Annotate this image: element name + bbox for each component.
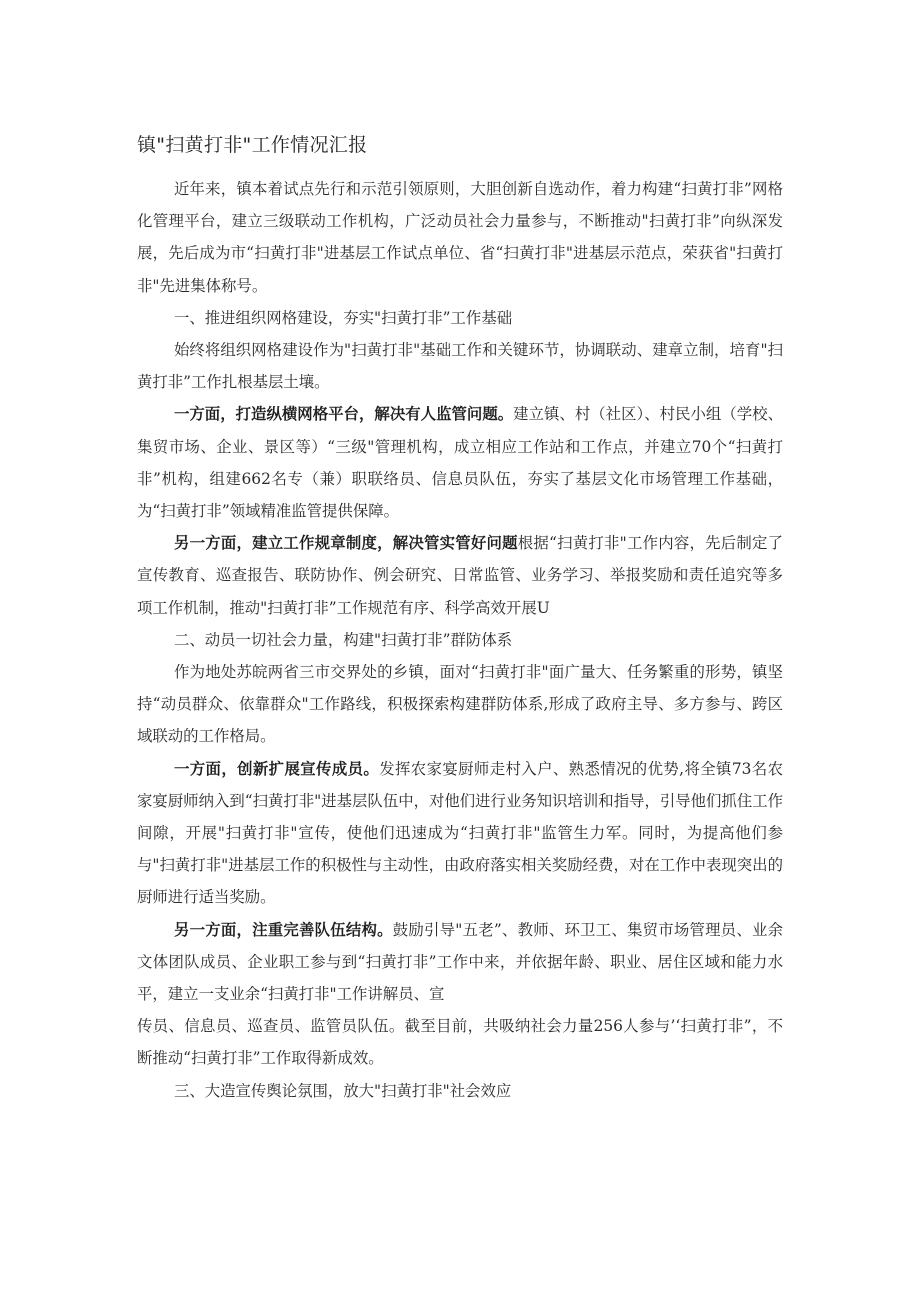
section-1-heading: 一、推进组织网格建设，夯实"扫黄打非”工作基础 xyxy=(173,308,513,327)
section-1-paragraph-1-lead: 一方面，打造纵横网格平台，解决有人监管问题。 xyxy=(173,405,514,424)
section-1-summary: 始终将组织网格建设作为"扫黄打非"基础工作和关键环节，协调联动、建章立制，培育"扫黄打非”工作扎根基层土壤。 xyxy=(137,341,783,392)
section-2-paragraph-2-lead: 另一方面，注重完善队伍结构。 xyxy=(173,920,393,939)
document-title: 镇"扫黄打非"工作情况汇报 xyxy=(137,134,368,156)
section-2-paragraph-2 xyxy=(137,914,783,1011)
document-body xyxy=(137,173,783,1107)
section-1-paragraph-1 xyxy=(137,398,783,527)
section-1-paragraph-2-lead: 另一方面，建立工作规章制度，解决管实管好问题 xyxy=(173,534,518,553)
section-2-paragraph-1-text: 发挥农家宴厨师走村入户、熟悉情况的优势,将全镇73名农家宴厨师纳入到“扫黄打非"进基层队伍中，对他们进行业务知识培训和指导，引导他们抓住工作间隙，开展"扫黄打非"宣传，使他们迅速成为“扫黄打非"监管生力军。同时，为提高他们参与"扫黄打非"进基层工作的积极性与主动性，由政府落实相关奖励经费，对在工作中表现突出的厨师进行适当奖励。 xyxy=(137,759,783,907)
section-2-heading: 二、动员一切社会力量，构建"扫黄打非”群防体系 xyxy=(173,630,513,649)
section-2-paragraph-2-continuation: 传员、信息员、巡查员、监管员队伍。截至目前，共吸纳社会力量256人参与’‘扫黄打非”，不断推动“扫黄打非”工作取得新成效。 xyxy=(137,1017,783,1068)
section-2-summary: 作为地处苏皖两省三市交界处的乡镇，面对“扫黄打非"面广量大、任务繁重的形势，镇坚持“动员群众、依靠群众"工作路线，积极探索构建群防体系,形成了政府主导、多方参与、跨区域联动的工作格局。 xyxy=(137,663,783,746)
intro-paragraph: 近年来，镇本着试点先行和示范引领原则，大胆创新自选动作，着力构建“扫黄打非”网格化管理平台，建立三级联动工作机构，广泛动员社会力量参与，不断推动"扫黄打非”向纵深发展，先后成为市“扫黄打非"进基层工作试点单位、省“扫黄打非"进基层示范点，荣获省"扫黄打非"先进集体称号。 xyxy=(137,180,783,295)
section-2-paragraph-1-lead: 一方面，创新扩展宣传成员。 xyxy=(173,759,380,778)
section-3-heading: 三、大造宣传舆论氛围，放大"扫黄打非"社会效应 xyxy=(173,1081,512,1100)
section-2-paragraph-2-line-1: 鼓励引导"五老”、教师、环卫工、集贸市场管理员、业余文体团队成员、企业职工参与到“扫黄打非”工作中来，并依据年龄、职业、居住区域和能力水平，建立一支业余“扫黄打非"工作讲解员、宣 xyxy=(137,920,783,1004)
section-2-paragraph-1 xyxy=(137,753,783,914)
section-1-paragraph-2 xyxy=(137,527,783,624)
section-1-paragraph-1-text: 建立镇、村（社区）、村民小组（学校、集贸市场、企业、景区等）“三级"管理机构，成立相应工作站和工作点，并建立70个“扫黄打非”机构，组建662名专（兼）职联络员、信息员队伍，夯实了基层文化市场管理工作基础，为“扫黄打非”领域精准监管提供保障。 xyxy=(137,405,783,521)
section-1-paragraph-2-text: 根据“扫黄打非"工作内容，先后制定了宣传教育、巡查报告、联防协作、例会研究、日常监管、业务学习、举报奖励和责任追究等多项工作机制，推动"扫黄打非”工作规范有序、科学高效开展U xyxy=(137,534,783,617)
